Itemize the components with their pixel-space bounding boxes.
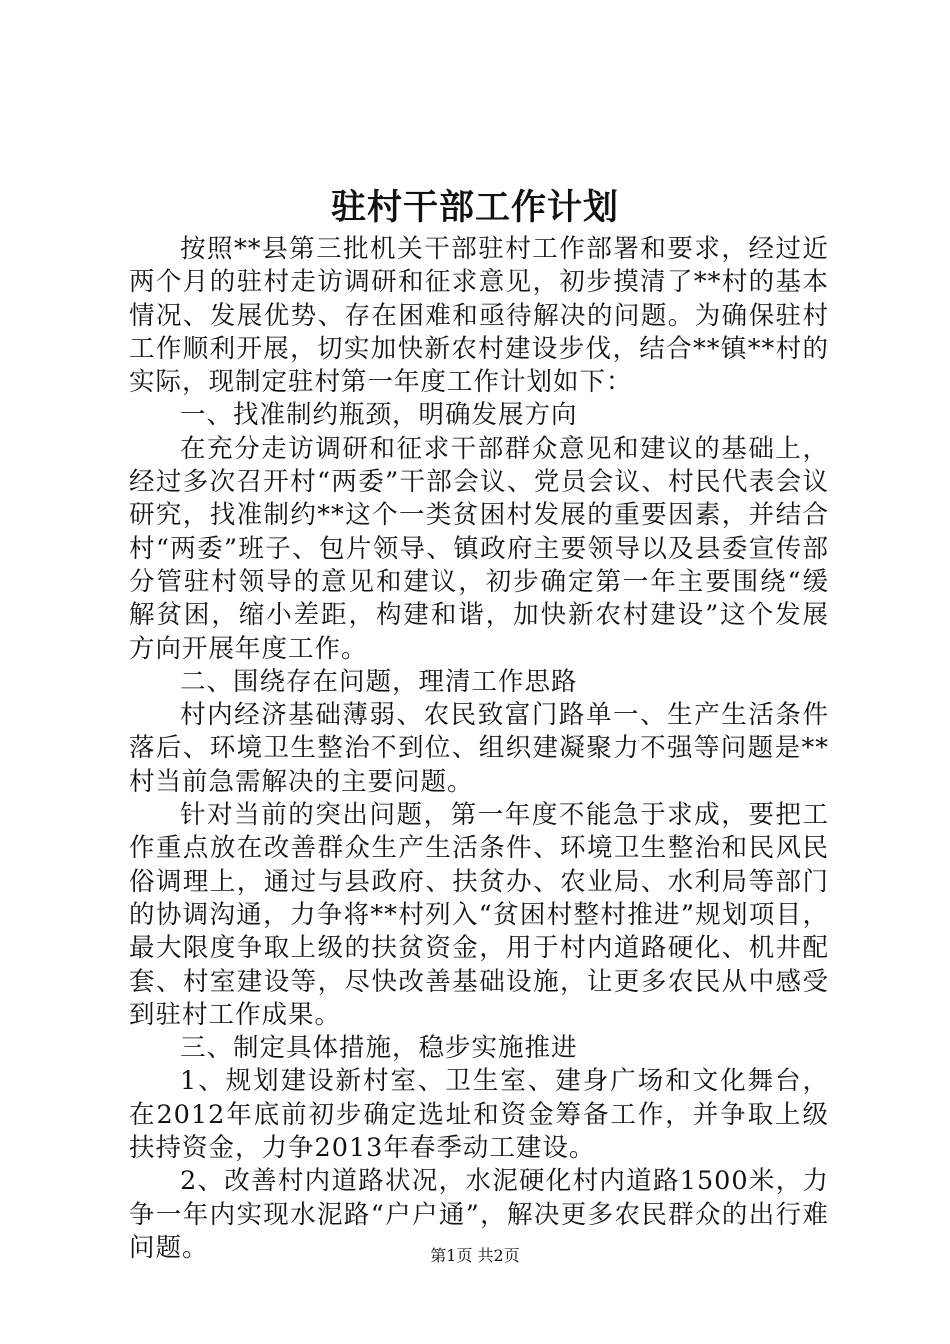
section-2-paragraph-1: 村内经济基础薄弱、农民致富门路单一、生产生活条件落后、环境卫生整治不到位、组织建凝聚力不强等问题是**村当前急需解决的主要问题。	[129, 700, 829, 797]
section-1-paragraph: 在充分走访调研和征求干部群众意见和建议的基础上，经过多次召开村“两委”干部会议、党员会议、村民代表会议研究，找准制约**这个一类贫困村发展的重要因素，并结合村“两委”班子、包片领导、镇政府主要领导以及县委宣传部分管驻村领导的意见和建议，初步确定第一年主要围绕“缓解贫困，缩小差距，构建和谐，加快新农村建设”这个发展方向开展年度工作。	[129, 433, 829, 664]
section-2-paragraph-2: 针对当前的突出问题，第一年度不能急于求成，要把工作重点放在改善群众生产生活条件、环境卫生整治和民风民俗调理上，通过与县政府、扶贫办、农业局、水利局等部门的协调沟通，力争将**村列入“贫困村整村推进”规划项目，最大限度争取上级的扶贫资金，用于村内道路硬化、机井配套、村室建设等，尽快改善基础设施，让更多农民从中感受到驻村工作成果。	[129, 800, 829, 1030]
page-footer: 第1页 共2页	[430, 1246, 520, 1265]
section-heading-1: 一、找准制约瓶颈，明确发展方向	[180, 400, 578, 431]
measure-item-2: 2、改善村内道路状况，水泥硬化村内道路1500米，力争一年内实现水泥路“户户通”，解决更多农民群众的出行难问题。	[129, 1166, 829, 1263]
measure-item-1: 1、规划建设新村室、卫生室、建身广场和文化舞台，在2012年底前初步确定选址和资金筹备工作，并争取上级扶持资金，力争2013年春季动工建设。	[129, 1066, 829, 1164]
section-heading-2: 二、围绕存在问题，理清工作思路	[180, 666, 578, 697]
document-body	[129, 233, 829, 1265]
intro-paragraph: 按照**县第三批机关干部驻村工作部署和要求，经过近两个月的驻村走访调研和征求意见，初步摸清了**村的基本情况、发展优势、存在困难和亟待解决的问题。为确保驻村工作顺利开展，切实加快新农村建设步伐，结合**镇**村的实际，现制定驻村第一年度工作计划如下：	[129, 234, 829, 398]
document-title: 驻村干部工作计划	[330, 187, 619, 228]
section-heading-3: 三、制定具体措施，稳步实施推进	[180, 1033, 578, 1064]
